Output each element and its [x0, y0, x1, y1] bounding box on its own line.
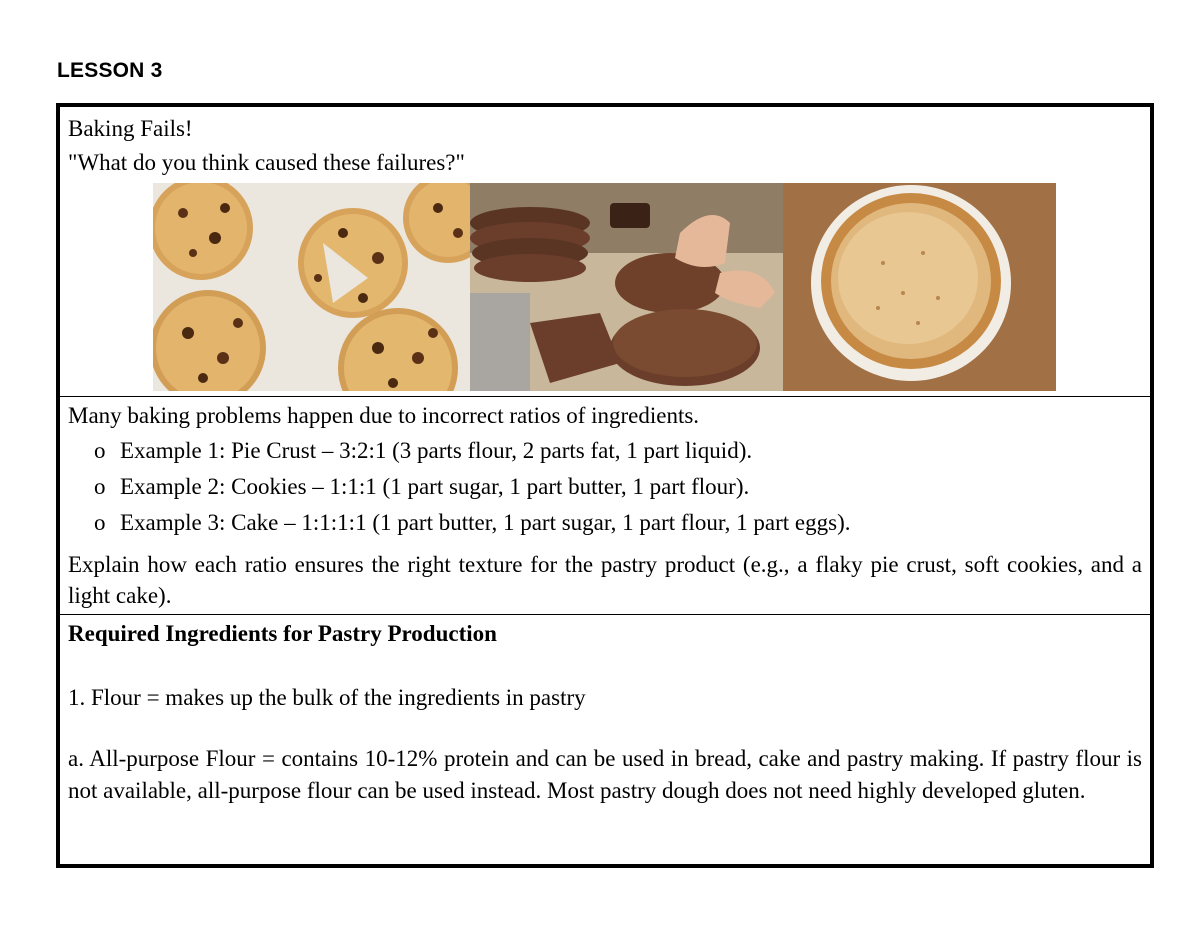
example-text: Example 1: Pie Crust – 3:2:1 (3 parts flour, 2 parts fat, 1 part liquid). [120, 438, 753, 463]
example-text: Example 2: Cookies – 1:1:1 (1 part sugar, 1 part butter, 1 part flour). [120, 474, 750, 499]
bullet-icon: o [94, 510, 106, 535]
section-question: "What do you think caused these failures?" [68, 150, 465, 175]
lesson-box [56, 103, 1154, 868]
ratios-intro: Many baking problems happen due to incorrect ratios of ingredients. [68, 403, 700, 428]
cake-layers-photo [470, 183, 783, 391]
ingredients-section [60, 615, 1150, 864]
lesson-label: LESSON 3 [57, 59, 163, 82]
bullet-icon: o [94, 474, 106, 499]
ratio-examples [94, 433, 1142, 541]
failure-photos [153, 183, 1056, 391]
section-title: Baking Fails! [68, 116, 193, 141]
flour-item: 1. Flour = makes up the bulk of the ingredients in pastry [68, 685, 586, 710]
pie-crust-photo [783, 183, 1056, 391]
cookies-photo [153, 183, 470, 391]
explain-prompt: Explain how each ratio ensures the right texture for the pastry product (e.g., a flaky pie crust, soft cookies, and a light cake). [68, 552, 1142, 608]
ratios-section [60, 397, 1150, 615]
list-item [94, 433, 1142, 469]
list-item [94, 505, 1142, 541]
example-text: Example 3: Cake – 1:1:1:1 (1 part butter, 1 part sugar, 1 part flour, 1 part eggs). [120, 510, 851, 535]
all-purpose-flour-item: a. All-purpose Flour = contains 10-12% protein and can be used in bread, cake and pastry making. If pastry flour is not available, all-purpose flour can be used instead. Most pastry dough does not need highly developed gluten. [68, 746, 1142, 803]
list-item [94, 469, 1142, 505]
ingredients-heading: Required Ingredients for Pastry Production [68, 621, 497, 646]
baking-fails-section [60, 107, 1150, 397]
bullet-icon: o [94, 438, 106, 463]
